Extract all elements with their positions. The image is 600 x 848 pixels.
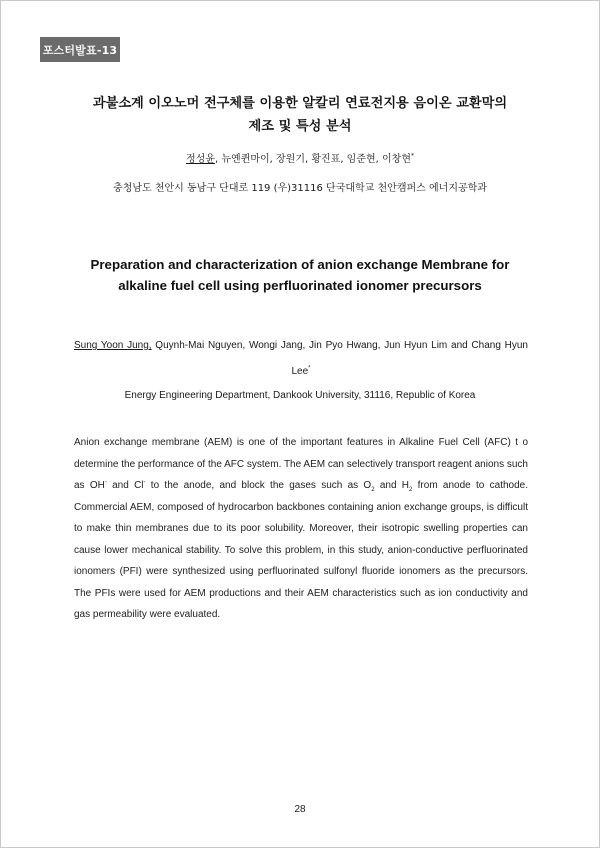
- english-authors: [74, 333, 528, 385]
- session-badge: 포스터발표-13: [40, 37, 120, 62]
- korean-authors: [40, 152, 560, 168]
- english-affiliation: Energy Engineering Department, Dankook University, 31116, Republic of Korea: [124, 390, 476, 401]
- korean-presenter: 정성윤: [186, 154, 215, 165]
- english-presenter: Sung Yoon Jung,: [74, 340, 152, 351]
- korean-title-line-1: 과불소계 이오노머 전구체를 이용한 알칼리 연료전지용 음이온 교환막의: [92, 96, 508, 111]
- korean-affiliation: 충청남도 천안시 동남구 단대로 119 (우)31116 단국대학교 천안캠퍼스 에너지공학과: [113, 183, 487, 194]
- page-number: 28: [294, 804, 306, 815]
- korean-title-line-2: 제조 및 특성 분석: [248, 119, 352, 134]
- english-title-line-2: alkaline fuel cell using perfluorinated ionomer precursors: [118, 278, 482, 293]
- korean-corresponding-mark: *: [411, 152, 414, 160]
- english-title-line-1: Preparation and characterization of anion exchange Membrane for: [90, 257, 510, 272]
- korean-coauthors: , 뉴옌퀸마이, 장원기, 황진표, 임준현, 이창현: [214, 154, 411, 165]
- english-corresponding-mark: *: [308, 365, 311, 372]
- english-coauthors: Quynh-Mai Nguyen, Wongi Jang, Jin Pyo Hwang, Jun Hyun Lim and Chang Hyun Lee: [151, 340, 528, 377]
- abstract-text: Anion exchange membrane (AEM) is one of the important features in Alkaline Fuel Cell (AFC) t o determine the performance of the AFC system. The AEM can selectively transport reagent anions such as OH- and Cl- to the anode, and block the gases such as $O_2$ and $H_2$ from anode to cathode. Commercial AEM, composed of hydrocarbon backbones containing anion exchange groups, is difficult to make thin membranes due to its poor solubility. Moreover, their isotropic swelling properties can cause lower mechanical stability. To solve this problem, in this study, anion-conductive perfluorinated ionomers (PFI) were synthesized using perfluorinated sulfonyl fluoride ionomers as the precursors. The PFIs were used for AEM productions and their AEM characteristics such as ion conductivity and gas permeability were evaluated.: [74, 437, 528, 620]
